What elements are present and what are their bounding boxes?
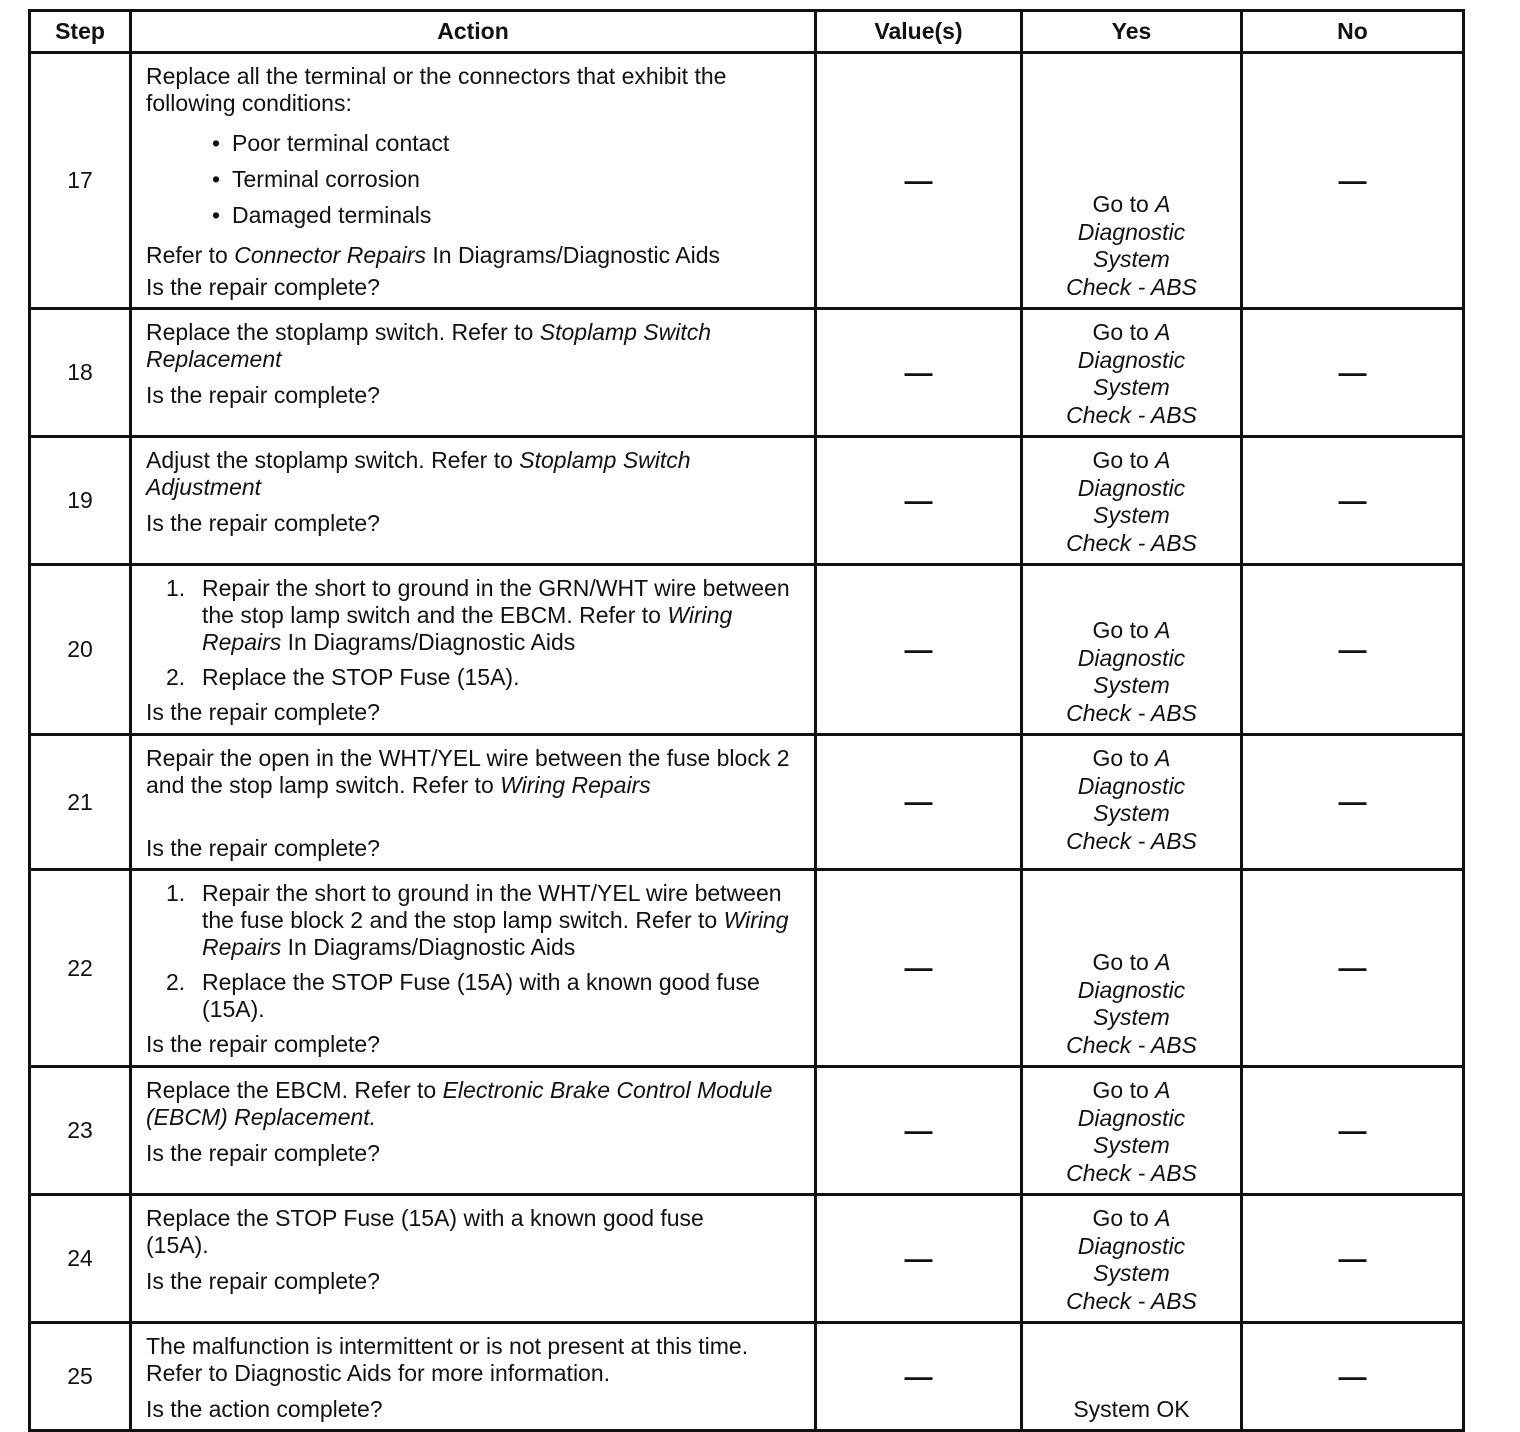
no-cell: — xyxy=(1242,437,1464,565)
no-cell: — xyxy=(1242,1323,1464,1431)
action-text: Replace all the terminal or the connectors that exhibit the following conditions: xyxy=(146,63,727,116)
header-no: No xyxy=(1242,11,1464,53)
table-row xyxy=(30,735,1464,870)
no-cell: — xyxy=(1242,53,1464,309)
header-yes: Yes xyxy=(1022,11,1242,53)
reference-link: Electronic Brake Control Module (EBCM) Replacement. xyxy=(146,1077,773,1130)
value-cell: — xyxy=(816,735,1022,870)
action-text: Repair the open in the WHT/YEL wire between the fuse block 2 and the stop lamp switch. Refer to Wiring Repairs xyxy=(146,745,790,798)
yes-cell: Go to A Diagnostic System Check - ABS xyxy=(1022,735,1242,870)
no-cell: — xyxy=(1242,565,1464,735)
step-number: 20 xyxy=(30,565,131,735)
action-cell xyxy=(131,1323,816,1431)
steps-list xyxy=(166,880,804,1023)
question-text: Is the repair complete? xyxy=(146,699,380,725)
list-item: 2. Replace the STOP Fuse (15A) with a known good fuse (15A). xyxy=(166,969,760,1022)
question-text: Is the repair complete? xyxy=(146,274,380,300)
diagnostic-table xyxy=(28,9,1465,1432)
table-row xyxy=(30,53,1464,309)
header-values: Value(s) xyxy=(816,11,1022,53)
condition-list xyxy=(168,125,804,233)
question-text: Is the repair complete? xyxy=(146,510,380,536)
table-row xyxy=(30,437,1464,565)
yes-cell: Go to A Diagnostic System Check - ABS xyxy=(1022,309,1242,437)
list-item: • Poor terminal contact xyxy=(208,125,804,161)
yes-cell: Go to A Diagnostic System Check - ABS xyxy=(1022,1195,1242,1323)
reference-link: Wiring Repairs xyxy=(202,907,789,960)
table-row xyxy=(30,565,1464,735)
action-cell xyxy=(131,1067,816,1195)
list-item: 1. Repair the short to ground in the GRN/WHT wire between the stop lamp switch and the EBCM. Refer to Wiring Repairs In Diagrams/Diagnostic Aids xyxy=(166,575,790,655)
value-cell: — xyxy=(816,53,1022,309)
step-number: 17 xyxy=(30,53,131,309)
action-cell xyxy=(131,1195,816,1323)
action-text: Replace the EBCM. Refer to Electronic Brake Control Module (EBCM) Replacement. xyxy=(146,1077,773,1130)
list-item: 2. Replace the STOP Fuse (15A). xyxy=(166,664,520,690)
step-number: 18 xyxy=(30,309,131,437)
no-cell: — xyxy=(1242,1067,1464,1195)
yes-cell: Go to A Diagnostic System Check - ABS xyxy=(1022,437,1242,565)
value-cell: — xyxy=(816,565,1022,735)
action-text: Adjust the stoplamp switch. Refer to Stoplamp Switch Adjustment xyxy=(146,447,691,500)
step-number: 22 xyxy=(30,870,131,1067)
yes-cell: Go to A Diagnostic System Check - ABS xyxy=(1022,53,1242,309)
action-text: Replace the stoplamp switch. Refer to Stoplamp Switch Replacement xyxy=(146,319,712,372)
step-number: 23 xyxy=(30,1067,131,1195)
header-action: Action xyxy=(131,11,816,53)
action-cell xyxy=(131,565,816,735)
value-cell: — xyxy=(816,309,1022,437)
no-cell: — xyxy=(1242,870,1464,1067)
reference-link: Stoplamp Switch Replacement xyxy=(146,319,712,372)
value-cell: — xyxy=(816,1067,1022,1195)
table-row xyxy=(30,870,1464,1067)
yes-cell: Go to A Diagnostic System Check - ABS xyxy=(1022,870,1242,1067)
header-step: Step xyxy=(30,11,131,53)
reference-link: Connector Repairs xyxy=(234,242,426,268)
action-cell xyxy=(131,53,816,309)
question-text: Is the repair complete? xyxy=(146,1140,380,1166)
yes-cell: System OK xyxy=(1022,1323,1242,1431)
question-text: Is the repair complete? xyxy=(146,1268,380,1294)
steps-list xyxy=(166,575,804,691)
refer-text: Refer to Connector Repairs In Diagrams/Diagnostic Aids xyxy=(146,242,720,268)
value-cell: — xyxy=(816,1323,1022,1431)
step-number: 19 xyxy=(30,437,131,565)
question-text: Is the action complete? xyxy=(146,1396,383,1422)
no-cell: — xyxy=(1242,735,1464,870)
no-cell: — xyxy=(1242,1195,1464,1323)
table-row xyxy=(30,1323,1464,1431)
list-item: • Terminal corrosion xyxy=(208,161,804,197)
header-row xyxy=(30,11,1464,53)
value-cell: — xyxy=(816,1195,1022,1323)
value-cell: — xyxy=(816,870,1022,1067)
step-number: 25 xyxy=(30,1323,131,1431)
yes-cell: Go to A Diagnostic System Check - ABS xyxy=(1022,1067,1242,1195)
action-cell xyxy=(131,735,816,870)
step-number: 24 xyxy=(30,1195,131,1323)
value-cell: — xyxy=(816,437,1022,565)
action-cell xyxy=(131,309,816,437)
action-cell xyxy=(131,437,816,565)
list-item: • Damaged terminals xyxy=(208,197,804,233)
step-number: 21 xyxy=(30,735,131,870)
question-text: Is the repair complete? xyxy=(146,1031,380,1057)
yes-cell: Go to A Diagnostic System Check - ABS xyxy=(1022,565,1242,735)
action-cell xyxy=(131,870,816,1067)
reference-link: Wiring Repairs xyxy=(202,602,733,655)
reference-link: Wiring Repairs xyxy=(500,772,651,798)
table-row xyxy=(30,1195,1464,1323)
action-text: Replace the STOP Fuse (15A) with a known good fuse (15A). xyxy=(146,1205,704,1258)
list-item: 1. Repair the short to ground in the WHT/YEL wire between the fuse block 2 and the stop lamp switch. Refer to Wiring Repairs In Diagrams/Diagnostic Aids xyxy=(166,880,789,960)
reference-link: Stoplamp Switch Adjustment xyxy=(146,447,691,500)
question-text: Is the repair complete? xyxy=(146,382,380,408)
table-row xyxy=(30,1067,1464,1195)
question-text: Is the repair complete? xyxy=(146,835,380,861)
no-cell: — xyxy=(1242,309,1464,437)
table-row xyxy=(30,309,1464,437)
action-text: The malfunction is intermittent or is not present at this time. Refer to Diagnostic Aids for more information. xyxy=(146,1333,749,1386)
